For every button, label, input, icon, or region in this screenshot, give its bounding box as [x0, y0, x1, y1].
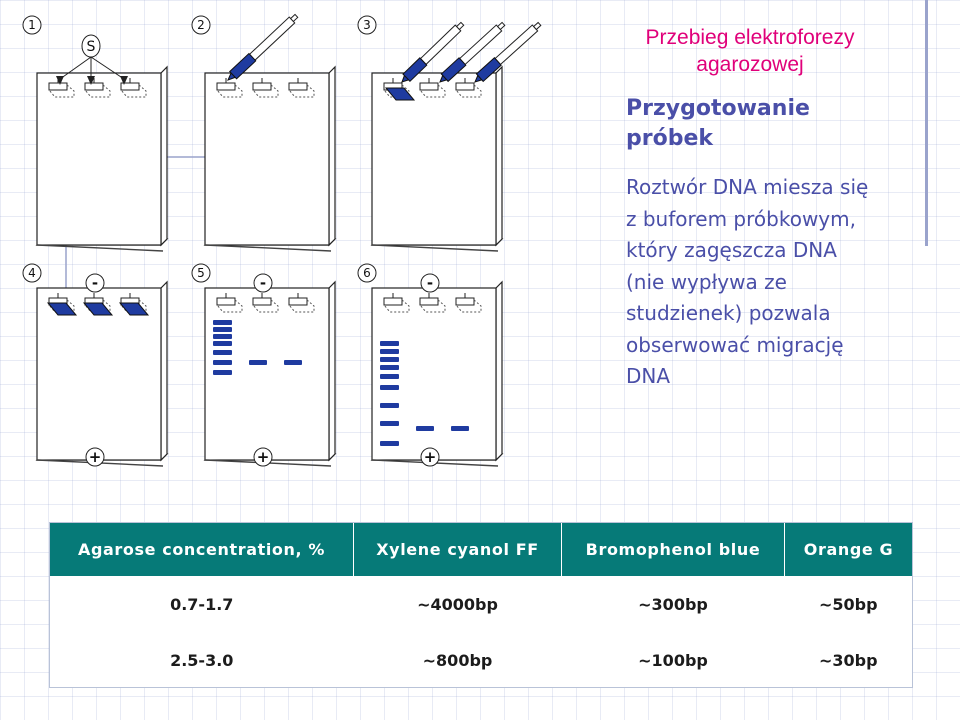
well — [289, 83, 307, 90]
dna-band — [380, 385, 399, 390]
pipette-plunger — [534, 22, 541, 29]
cell-concentration: 2.5-3.0 — [170, 650, 234, 670]
cathode-sign: - — [426, 274, 434, 292]
pipette-barrel — [250, 17, 295, 60]
cell-xylene-cyanol: ~4000bp — [417, 594, 498, 614]
cell-bromophenol-blue: ~300bp — [638, 594, 708, 614]
dna-band — [380, 374, 399, 379]
well — [49, 83, 67, 90]
gel-panel-3 — [358, 16, 543, 251]
dna-band — [213, 370, 232, 375]
well — [456, 298, 474, 305]
section-heading: Przygotowanie próbek — [626, 96, 810, 151]
dna-band — [380, 421, 399, 426]
well — [253, 83, 271, 90]
sample-label: S — [86, 39, 96, 55]
header-xylene-cyanol: Xylene cyanol FF — [354, 523, 562, 576]
gel-shadow — [205, 245, 331, 251]
cathode-sign: - — [91, 274, 99, 292]
dna-band — [213, 320, 232, 325]
cell-orange-g: ~50bp — [818, 594, 878, 614]
step-number: 3 — [363, 18, 371, 32]
cathode-sign: - — [259, 274, 267, 292]
table-row — [50, 632, 912, 688]
description-text: Roztwór DNA miesza się z buforem próbkowym, który zagęszcza DNA (nie wypływa ze studzienek) pozwala obserwować migrację DNA — [626, 175, 869, 388]
header-agarose-concentration: Agarose concentration, % — [50, 523, 354, 576]
well — [217, 298, 235, 305]
dna-band — [213, 341, 232, 346]
well — [456, 83, 474, 90]
dna-band — [213, 334, 232, 339]
dna-band — [213, 360, 232, 365]
well — [384, 298, 402, 305]
decorative-rule — [925, 0, 928, 246]
pipette — [472, 20, 543, 85]
dna-band — [380, 365, 399, 370]
step-number: 1 — [28, 18, 36, 32]
table-row — [50, 576, 912, 632]
dna-band — [380, 341, 399, 346]
gel-body — [37, 73, 161, 245]
header-orange-g: Orange G — [785, 523, 913, 576]
gel-body — [205, 73, 329, 245]
pipette-barrel — [421, 25, 461, 64]
cell-orange-g: ~30bp — [818, 650, 878, 670]
dna-band — [380, 441, 399, 446]
dna-band — [249, 360, 267, 365]
electrophoresis-diagram — [0, 0, 600, 500]
gel-shadow — [372, 245, 498, 251]
well — [420, 83, 438, 90]
well — [289, 298, 307, 305]
well — [85, 83, 103, 90]
dna-band — [284, 360, 302, 365]
step-number: 5 — [197, 266, 205, 280]
well — [420, 298, 438, 305]
dna-band — [380, 357, 399, 362]
gel-panel-5 — [192, 264, 335, 466]
pipette-plunger — [457, 22, 464, 29]
dna-band — [416, 426, 434, 431]
well — [217, 83, 235, 90]
header-bromophenol-blue: Bromophenol blue — [562, 523, 785, 576]
anode-sign: + — [256, 448, 270, 466]
gel-panel-1 — [23, 16, 167, 251]
tracking-dye-table — [49, 522, 913, 688]
step-number: 6 — [363, 266, 371, 280]
gel-edge — [161, 67, 167, 245]
gel-body — [372, 73, 496, 245]
dna-band — [380, 349, 399, 354]
gel-edge — [496, 67, 502, 245]
dna-band — [213, 350, 232, 355]
gel-panel-4 — [23, 264, 167, 466]
gel-panel-6 — [358, 264, 502, 466]
slide-title: Przebieg elektroforezy agarozowej — [645, 26, 855, 76]
step-number: 2 — [197, 18, 205, 32]
table-header-row — [50, 523, 912, 576]
cell-bromophenol-blue: ~100bp — [638, 650, 708, 670]
step-number: 4 — [28, 266, 36, 280]
dna-band — [451, 426, 469, 431]
gel-shadow — [37, 245, 163, 251]
gel-edge — [161, 282, 167, 460]
anode-sign: + — [88, 448, 102, 466]
gel-edge — [329, 282, 335, 460]
gel-edge — [329, 67, 335, 245]
gel-edge — [496, 282, 502, 460]
cell-concentration: 0.7-1.7 — [170, 594, 234, 614]
well — [253, 298, 271, 305]
pipette-plunger — [498, 22, 505, 29]
dna-band — [213, 327, 232, 332]
gel-panel-2 — [192, 12, 335, 251]
dna-band — [380, 403, 399, 408]
pipette-plunger — [291, 14, 298, 21]
anode-sign: + — [423, 448, 437, 466]
cell-xylene-cyanol: ~800bp — [422, 650, 493, 670]
